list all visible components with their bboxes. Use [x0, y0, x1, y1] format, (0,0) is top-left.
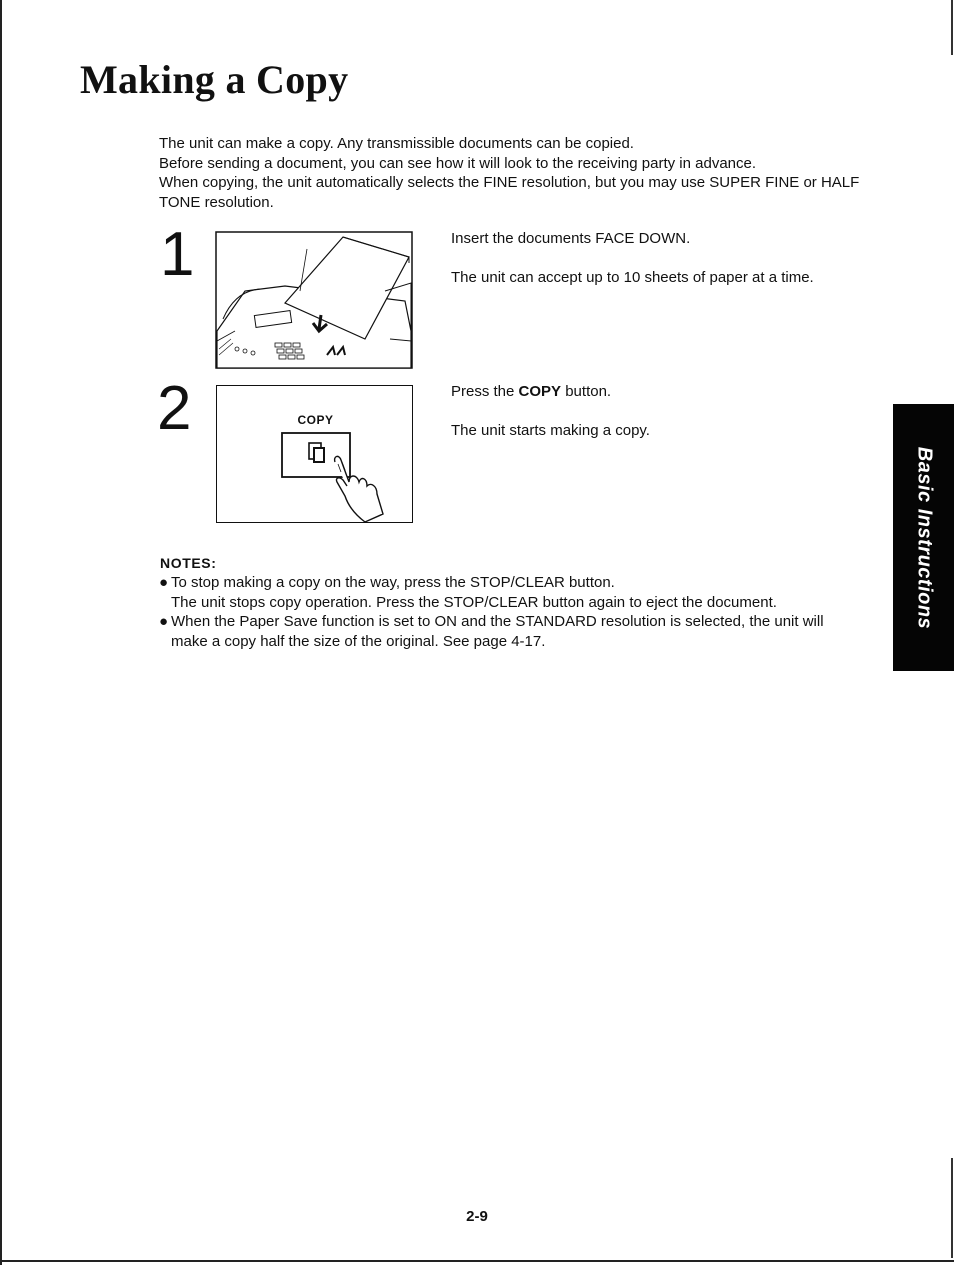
note-text: To stop making a copy on the way, press the STOP/CLEAR button. [171, 574, 615, 591]
note-text: The unit stops copy operation. Press the STOP/CLEAR button again to eject the document. [171, 593, 777, 611]
step-2-suffix: button. [561, 383, 612, 400]
page-number: 2-9 [466, 1208, 488, 1225]
intro-line: Before sending a document, you can see how it will look to the receiving party in advance. [159, 154, 757, 172]
step-2-prefix: Press the [451, 383, 519, 400]
page-bottom-border [0, 1260, 954, 1262]
step-1-instruction: Insert the documents FACE DOWN. [451, 230, 691, 247]
copy-button-press-icon [217, 386, 414, 524]
step-2-instruction [451, 382, 611, 401]
notes-heading: NOTES: [160, 555, 217, 571]
note-item [159, 573, 859, 593]
section-side-tab-label: Basic Instructions [913, 446, 935, 629]
bullet-icon: ● [159, 574, 169, 591]
step-1-detail: The unit can accept up to 10 sheets of paper at a time. [451, 269, 814, 286]
note-item [159, 612, 859, 651]
page-right-border [951, 0, 953, 55]
page-title: Making a Copy [80, 57, 349, 102]
intro-line: The unit can make a copy. Any transmissible documents can be copied. [159, 135, 634, 152]
fax-document-insert-illustration [215, 231, 413, 369]
note-text: When the Paper Save function is set to ON and the STANDARD resolution is selected, the unit will make a copy half the size of the original. See page 4-17. [171, 613, 824, 650]
intro-text [159, 134, 879, 212]
section-side-tab [893, 404, 954, 671]
copy-button-illustration [216, 385, 413, 523]
note-continuation [159, 593, 859, 613]
step-number-1: 1 [160, 220, 195, 289]
intro-line: When copying, the unit automatically selects the FINE resolution, but you may use SUPER FINE or HALF TONE resolution. [159, 174, 860, 211]
notes-list [159, 573, 859, 651]
step-2-detail: The unit starts making a copy. [451, 422, 650, 439]
page-left-border [0, 0, 2, 1265]
bullet-icon: ● [159, 613, 169, 630]
step-number-2: 2 [157, 374, 192, 443]
copy-button-label: COPY [297, 413, 334, 427]
copy-button-name: COPY [518, 383, 562, 400]
